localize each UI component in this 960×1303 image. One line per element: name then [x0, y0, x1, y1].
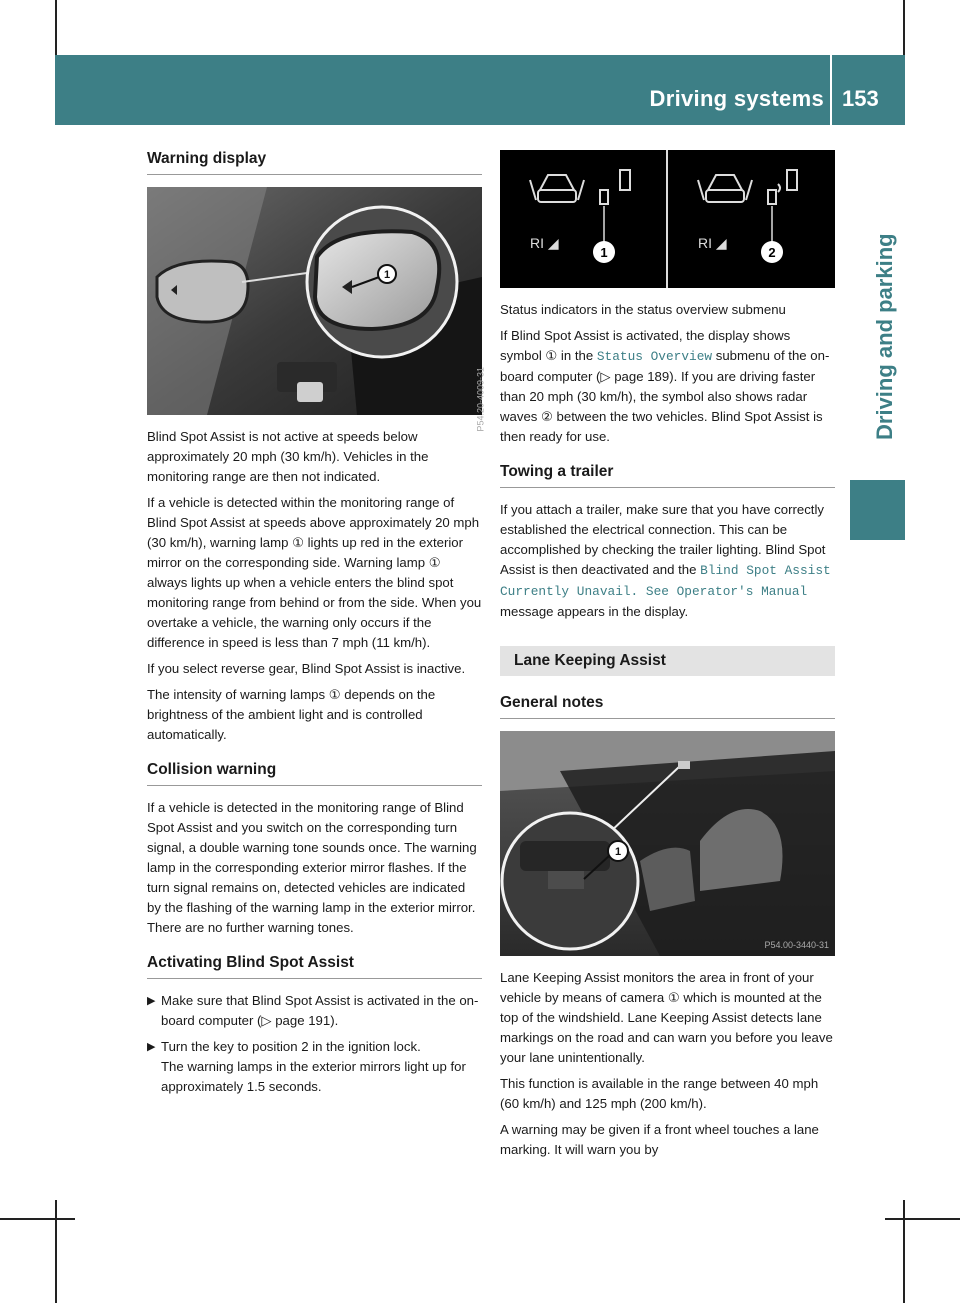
- heading-general-notes: General notes: [500, 694, 604, 711]
- menu-name: Status Overview: [596, 349, 713, 364]
- page-number: 153: [842, 86, 879, 111]
- crop-mark: [903, 1200, 905, 1303]
- heading-activating: Activating Blind Spot Assist: [147, 954, 354, 971]
- header-divider: [830, 55, 832, 125]
- paragraph: Lane Keeping Assist monitors the area in front of your vehicle by means of camera ① which is mounted at the top of the windshield. Lane Keeping Assist detects lane markings on the road and can warn you before you leave your lane unintentionally.: [500, 970, 833, 1065]
- windshield-camera-illustration: [500, 731, 835, 956]
- status-indicator-illustration: [500, 150, 835, 288]
- figure-code: P54.20-4009-31: [476, 367, 486, 432]
- paragraph-text: If Blind Spot Assist is activated, the display shows symbol ① in the: [500, 328, 791, 363]
- crop-mark: [55, 0, 57, 55]
- heading-collision-warning: Collision warning: [147, 761, 277, 778]
- paragraph: Blind Spot Assist is not active at speeds below approximately 20 mph (30 km/h). Vehicles in the monitoring range are then not indicated.: [147, 429, 429, 484]
- heading-rule: [147, 174, 482, 175]
- page-section-title: Driving systems: [649, 86, 824, 111]
- paragraph: The intensity of warning lamps ① depends on the brightness of the ambient light and is controlled automatically.: [147, 687, 436, 742]
- svg-text:RI ◢: RI ◢: [698, 235, 727, 251]
- svg-text:RI ◢: RI ◢: [530, 235, 559, 251]
- instruction-step: [147, 1037, 482, 1057]
- paragraph-text: message appears in the display.: [500, 604, 689, 619]
- heading-rule: [147, 785, 482, 786]
- figure-code: P54.00-3440-31: [764, 940, 829, 950]
- crop-mark: [885, 1218, 960, 1220]
- callout-1: 1: [600, 245, 608, 260]
- heading-rule: [500, 487, 835, 488]
- step-text: Make sure that Blind Spot Assist is activated in the on-board computer (▷ page 191).: [161, 993, 479, 1028]
- paragraph: [500, 500, 835, 622]
- paragraph: If a vehicle is detected within the monitoring range of Blind Spot Assist at speeds above approximately 20 mph (30 km/h), warning lamp ① lights up red in the exterior mirror on the corresponding side. Warning lamp ① always lights up when a vehicle enters the blind spot monitoring range from behind or from the side. When you overtake a vehicle, the warning only occurs if the difference in speed is less than 7 mph (11 km/h).: [147, 495, 482, 650]
- status-display-figure: [500, 150, 835, 288]
- paragraph-text: If you attach a trailer, make sure that you have correctly established the electrical connection. This can be accomplished by checking the trailer lighting. Blind Spot Assist is then deactivated and the: [500, 502, 826, 577]
- callout-1: 1: [383, 269, 391, 281]
- display-message: Blind Spot Assist Currently Unavail. See Operator's Manual: [500, 563, 831, 599]
- crop-mark: [0, 1218, 75, 1220]
- crop-mark: [55, 1200, 57, 1303]
- heading-rule: [500, 718, 835, 719]
- step-note-text: The warning lamps in the exterior mirrors light up for approximately 1.5 seconds.: [161, 1059, 466, 1094]
- instruction-step: [147, 991, 482, 1031]
- chapter-tab-marker: [850, 480, 905, 540]
- exterior-mirror-illustration: [147, 187, 482, 415]
- left-column: [147, 150, 486, 1103]
- step-arrow-icon: ▶: [147, 1041, 156, 1053]
- paragraph-text: submenu of the on-board computer (▷ page 189). If you are driving faster than 20 mph (30 km/h), the symbol also shows radar waves ② between the two vehicles. Blind Spot Assist is then ready for use.: [500, 348, 830, 444]
- step-text: Turn the key to position 2 in the ignition lock.: [161, 1039, 421, 1054]
- heading-towing: Towing a trailer: [500, 463, 614, 480]
- step-note: [147, 1057, 482, 1097]
- mirror-figure: [147, 187, 486, 432]
- section-title: Lane Keeping Assist: [514, 652, 666, 669]
- heading-warning-display: Warning display: [147, 150, 267, 167]
- chapter-tab-label: Driving and parking: [872, 233, 897, 440]
- paragraph: A warning may be given if a front wheel touches a lane marking. It will warn you by: [500, 1122, 819, 1157]
- callout-1: 1: [614, 846, 622, 858]
- figure-caption: Status indicators in the status overview submenu: [500, 302, 786, 317]
- step-arrow-icon: ▶: [147, 995, 156, 1007]
- paragraph: This function is available in the range between 40 mph (60 km/h) and 125 mph (200 km/h).: [500, 1076, 819, 1111]
- paragraph: If a vehicle is detected in the monitoring range of Blind Spot Assist and you switch on the corresponding turn signal, a double warning tone sounds once. The warning lamp in the corresponding exterior mirror flashes. If the turn signal remains on, detected vehicles are indicated by the flashing of the warning lamp in the exterior mirror. There are no further warning tones.: [147, 800, 477, 935]
- windshield-camera-figure: [500, 731, 835, 956]
- heading-rule: [147, 978, 482, 979]
- paragraph: [500, 326, 835, 447]
- section-title-box: [500, 646, 835, 676]
- callout-2: 2: [768, 245, 776, 260]
- right-column: [500, 150, 835, 1166]
- paragraph: If you select reverse gear, Blind Spot Assist is inactive.: [147, 661, 466, 676]
- crop-mark: [903, 0, 905, 55]
